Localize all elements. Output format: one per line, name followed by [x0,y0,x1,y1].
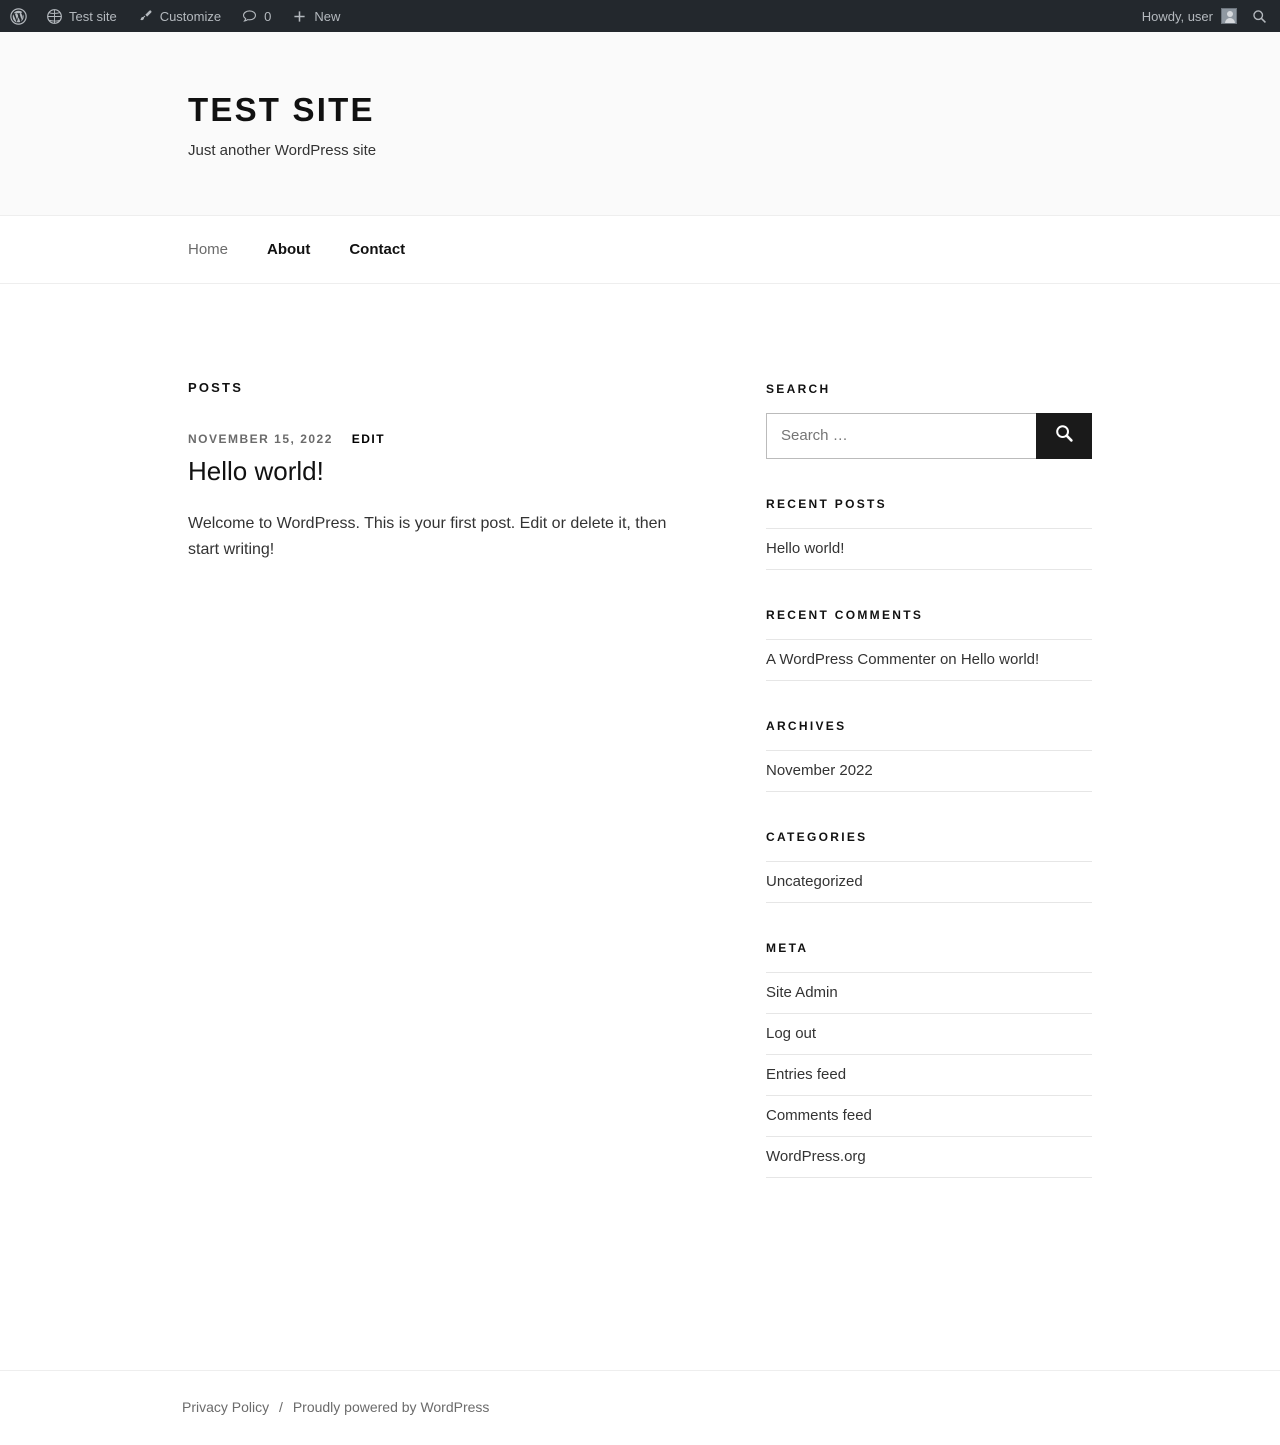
comment-post-link[interactable]: Hello world! [960,650,1040,668]
post-excerpt: Welcome to WordPress. This is your first post. Edit or delete it, then start writing! [188,515,667,559]
main-column [0,380,766,1216]
list-item [766,750,1092,792]
recent-comments-list [766,639,1092,681]
meta-link-log-out[interactable]: Log out [766,1024,817,1042]
footer-inner [0,1399,1280,1415]
site-header [0,32,1280,216]
archive-link-november-2022[interactable]: November 2022 [766,761,873,779]
list-item [766,972,1092,1014]
list-item [766,639,1092,681]
post-title[interactable]: Hello world! [188,455,324,486]
site-footer [0,1370,1280,1445]
meta-link-comments-feed[interactable]: Comments feed [766,1106,872,1124]
widget-recent-comments [766,608,1092,681]
widget-recent-posts [766,497,1092,570]
search-input[interactable] [766,413,1036,459]
recent-post-link[interactable]: Hello world! [766,539,845,557]
category-link-uncategorized[interactable]: Uncategorized [766,872,863,890]
widget-title-recent-comments: RECENT COMMENTS [766,607,924,622]
meta-list [766,972,1092,1178]
site-dashboard-icon [46,8,63,25]
widget-categories [766,830,1092,903]
list-item [766,1137,1092,1178]
admin-bar [0,0,1280,32]
list-item [766,1055,1092,1096]
post-date-link[interactable]: NOVEMBER 15, 2022 [188,431,333,446]
admin-bar-comments[interactable] [231,0,281,32]
admin-bar-howdy-label: Howdy, user [1141,8,1213,24]
site-description: Just another WordPress site [188,141,377,159]
footer-separator: / [279,1399,283,1415]
meta-link-wordpress-org[interactable]: WordPress.org [766,1147,866,1165]
admin-bar-new-label: New [314,8,341,24]
sidebar [766,380,1092,1216]
nav-item-home[interactable]: Home [188,241,229,259]
categories-list [766,861,1092,903]
search-submit-button[interactable] [1036,413,1092,459]
comment-bubble-icon [241,8,258,25]
admin-bar-customize[interactable] [127,0,231,32]
admin-bar-new[interactable] [281,0,350,32]
wordpress-logo-button[interactable] [0,0,36,32]
post-article [188,432,766,564]
post-meta [188,432,766,446]
footer-credit-link[interactable]: Proudly powered by WordPress [292,1399,490,1415]
comment-on-label: on [939,650,957,668]
widget-search [766,382,1092,459]
meta-link-entries-feed[interactable]: Entries feed [766,1065,847,1083]
admin-bar-account[interactable] [1132,0,1245,32]
plus-icon [291,8,308,25]
content-area [0,284,1280,1216]
widget-title-archives: ARCHIVES [766,718,847,733]
widget-meta [766,941,1092,1178]
admin-bar-site-name[interactable] [36,0,127,32]
nav-item-about[interactable]: About [267,241,311,259]
widget-title-search: SEARCH [766,381,831,396]
widget-title-meta: META [766,940,809,955]
meta-link-site-admin[interactable]: Site Admin [766,983,838,1001]
admin-bar-search-button[interactable] [1245,0,1280,32]
admin-bar-customize-label: Customize [159,8,222,24]
search-form [766,413,1092,459]
admin-bar-right [1132,0,1280,32]
list-item [766,1014,1092,1055]
nav-item-contact[interactable]: Contact [349,241,406,259]
paintbrush-icon [137,8,154,25]
admin-bar-comments-count: 0 [264,8,272,24]
list-item [766,1096,1092,1137]
post-edit-link[interactable]: EDIT [351,431,386,446]
list-item [766,528,1092,570]
search-icon [1251,8,1268,25]
archives-list [766,750,1092,792]
recent-posts-list [766,528,1092,570]
admin-bar-site-name-label: Test site [69,8,117,24]
wordpress-logo-icon [10,8,27,25]
list-item [766,861,1092,903]
avatar [1221,8,1237,24]
widget-title-recent-posts: RECENT POSTS [766,496,887,511]
primary-navigation [0,216,1280,284]
footer-privacy-policy-link[interactable]: Privacy Policy [182,1399,270,1415]
page-title[interactable]: TEST SITE [188,91,375,128]
comment-author-link[interactable]: A WordPress Commenter [766,650,936,668]
search-icon [1054,423,1074,448]
widget-title-categories: CATEGORIES [766,829,868,844]
widget-archives [766,719,1092,792]
section-label-posts: POSTS [188,379,244,395]
